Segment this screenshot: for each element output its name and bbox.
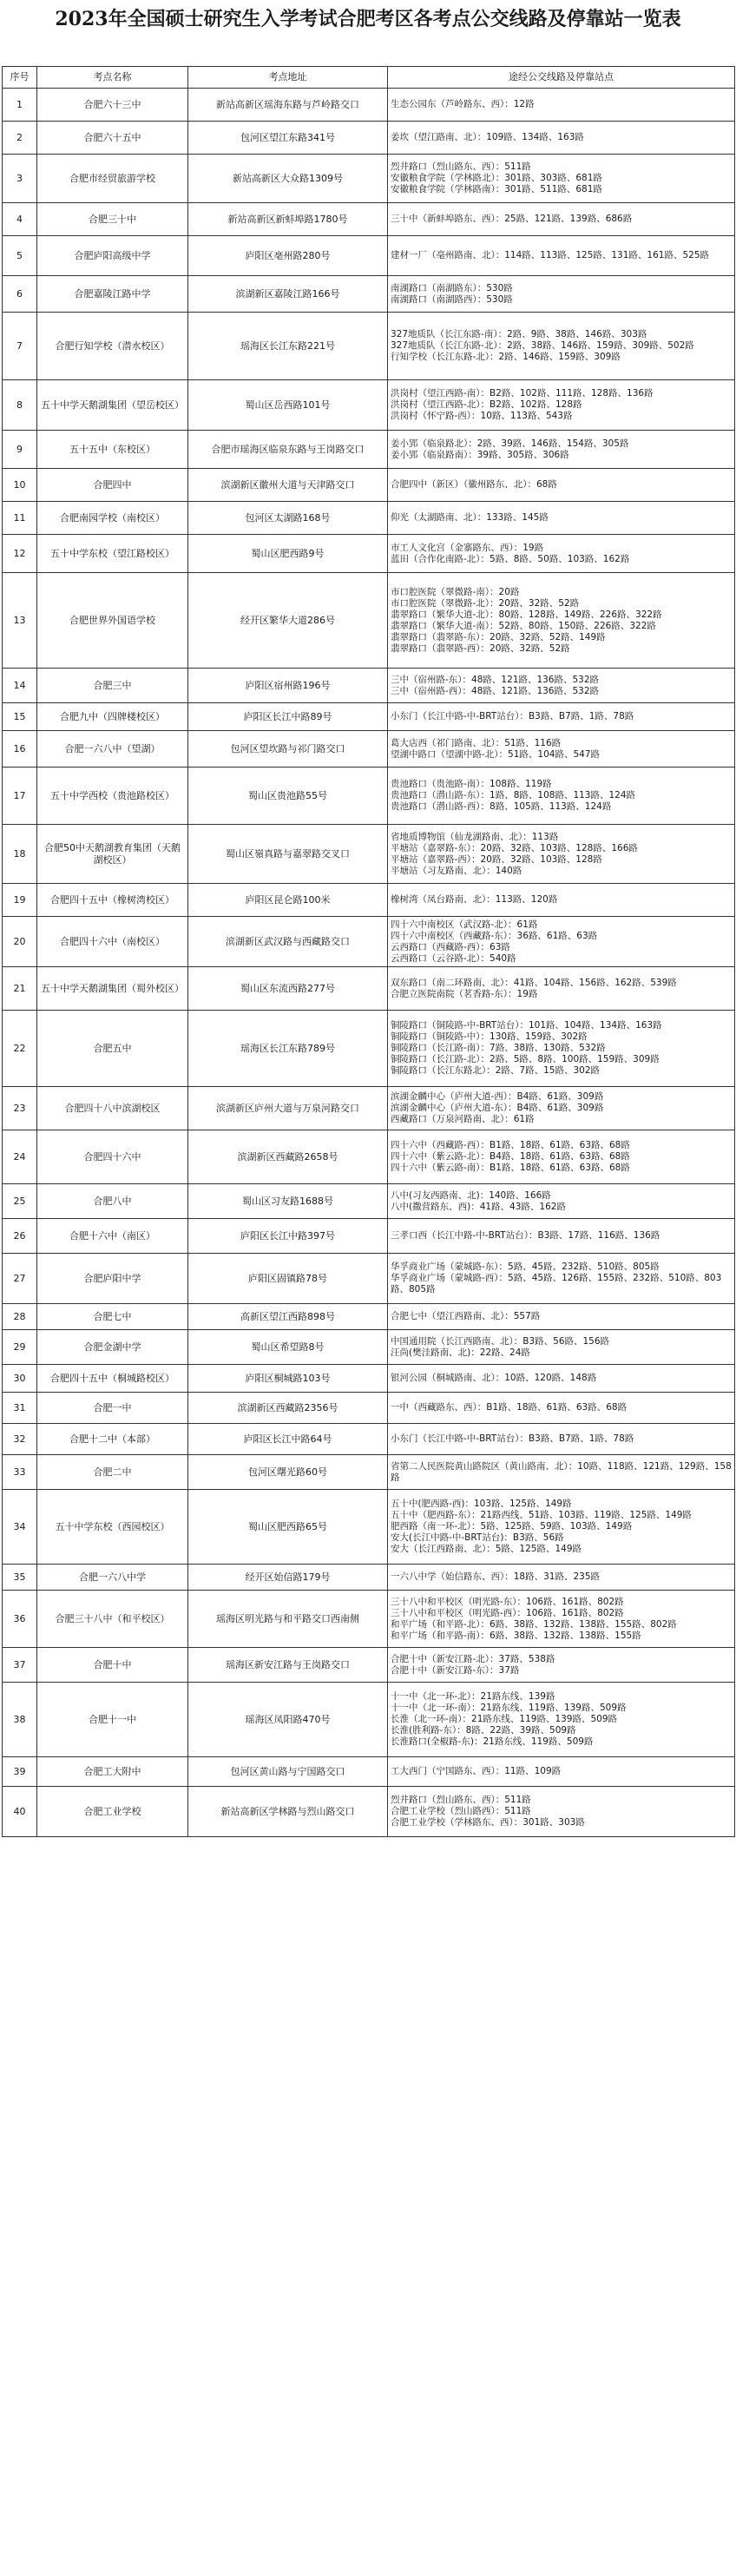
bus-routes-cell	[388, 1365, 735, 1393]
exam-site-address: 庐阳区亳州路280号	[188, 236, 388, 276]
exam-site-address: 新站高新区瑶海东路与芦岭路交口	[188, 89, 388, 122]
exam-site-name: 合肥世界外国语学校	[37, 573, 188, 669]
bus-stop-route: 中国通用院（长江西路南、北）：B3路、56路、156路	[391, 1335, 610, 1347]
row-number: 37	[3, 1648, 37, 1683]
bus-stop-route: 铜陵路口（长江东路北）：2路、7路、15路、302路	[391, 1065, 601, 1076]
exam-site-address: 庐阳区昆仑路100米	[188, 884, 388, 917]
table-row	[3, 1254, 735, 1304]
exam-site-address: 庐阳区宿州路196号	[188, 669, 388, 703]
row-number: 21	[3, 967, 37, 1011]
bus-routes-cell	[388, 825, 735, 884]
bus-stop-route: 小东门（长江中路-中-BRT站台）：B3路、B7路、1路、78路	[391, 1433, 634, 1444]
table-row	[3, 1490, 735, 1565]
exam-site-address: 庐阳区长江中路64号	[188, 1424, 388, 1455]
row-number: 33	[3, 1455, 37, 1490]
row-number: 27	[3, 1254, 37, 1304]
row-number: 13	[3, 573, 37, 669]
table-row	[3, 731, 735, 768]
row-number: 36	[3, 1591, 37, 1648]
bus-stop-route: 蓝田（合作化南路-北）：5路、8路、50路、103路、162路	[391, 553, 630, 564]
bus-route-table	[2, 66, 735, 1837]
exam-site-name: 五十中学东校（西园校区）	[37, 1490, 188, 1565]
row-number: 14	[3, 669, 37, 703]
bus-routes-cell	[388, 1787, 735, 1837]
exam-site-address: 瑶海区明光路与和平路交口西南侧	[188, 1591, 388, 1648]
bus-routes-cell	[388, 1011, 735, 1087]
table-row	[3, 431, 735, 469]
row-number: 24	[3, 1130, 37, 1184]
table-row	[3, 1330, 735, 1365]
bus-stop-route: 贵池路口（潜山路-东）：1路、8路、108路、113路、124路	[391, 790, 636, 800]
row-number: 11	[3, 502, 37, 535]
exam-site-name: 合肥南园学校（南校区）	[37, 502, 188, 535]
bus-stop-route: 市口腔医院（翠微路-北）：20路、32路、52路	[391, 597, 580, 609]
bus-stop-route: 十一中（北一环-南）：21路东线、119路、139路、509路	[391, 1703, 627, 1713]
bus-stop-route: 烈井路口（烈山路东、西）：511路	[391, 1795, 531, 1805]
header-no: 序号	[3, 67, 37, 89]
row-number: 12	[3, 535, 37, 573]
bus-routes-cell	[388, 155, 735, 203]
exam-site-name: 合肥六十三中	[37, 89, 188, 122]
exam-site-name: 合肥工大附中	[37, 1757, 188, 1787]
bus-stop-route: 三中（宿州路-东）：48路、121路、136路、532路	[391, 674, 600, 685]
bus-stop-route: 一六八中学（始信路东、西）：18路、31路、235路	[391, 1571, 601, 1582]
bus-routes-cell	[388, 1184, 735, 1219]
bus-routes-cell	[388, 1424, 735, 1455]
row-number: 30	[3, 1365, 37, 1393]
bus-routes-cell	[388, 1330, 735, 1365]
table-row	[3, 1304, 735, 1330]
table-row	[3, 1648, 735, 1683]
exam-site-name: 合肥四十五中（桐城路校区）	[37, 1365, 188, 1393]
exam-site-name: 合肥行知学校（潜水校区）	[37, 313, 188, 380]
bus-stop-route: 仰光（太湖路南、北）：133路、145路	[391, 512, 549, 523]
table-row	[3, 1087, 735, 1130]
table-row	[3, 573, 735, 669]
exam-site-address: 蜀山区嶺真路与嘉翠路交叉口	[188, 825, 388, 884]
exam-site-address: 滨湖新区嘉陵江路166号	[188, 276, 388, 313]
bus-stop-route: 平塘站（习友路南、北）：140路	[391, 865, 522, 876]
table-row	[3, 1184, 735, 1219]
bus-stop-route: 滨湖金麟中心（庐州大道-东）：B4路、61路、309路	[391, 1103, 604, 1113]
exam-site-address: 瑶海区凤阳路470号	[188, 1683, 388, 1757]
exam-site-address: 蜀山区希望路8号	[188, 1330, 388, 1365]
table-row	[3, 1219, 735, 1254]
bus-routes-cell	[388, 703, 735, 731]
bus-stop-route: 省地质博物馆（仙龙湖路南、北）：113路	[391, 831, 559, 842]
exam-site-name: 合肥三中	[37, 669, 188, 703]
row-number: 6	[3, 276, 37, 313]
exam-site-address: 包河区黄山路与宁国路交口	[188, 1757, 388, 1787]
bus-stop-route: 姜小郢（临泉路北）：2路、39路、146路、154路、305路	[391, 438, 629, 449]
bus-stop-route: 三十中（新蚌埠路东、西）：25路、121路、139路、686路	[391, 214, 633, 224]
exam-site-address: 滨湖新区徽州大道与天津路交口	[188, 469, 388, 502]
exam-site-name: 合肥六十五中	[37, 122, 188, 155]
table-row	[3, 1365, 735, 1393]
row-number: 1	[3, 89, 37, 122]
table-row	[3, 1424, 735, 1455]
bus-stop-route: 洪岗村（望江西路-南）：B2路、102路、111路、128路、136路	[391, 388, 654, 399]
bus-stop-route: 铜陵路口（长江路-南）：7路、38路、130路、532路	[391, 1043, 606, 1053]
bus-routes-cell	[388, 1648, 735, 1683]
bus-stop-route: 铜陵路口（铜陵路-中）：130路、159路、302路	[391, 1031, 588, 1042]
exam-site-address: 经开区繁华大道286号	[188, 573, 388, 669]
header-bus-routes: 途经公交线路及停靠站点	[388, 67, 735, 89]
bus-routes-cell	[388, 768, 735, 825]
row-number: 34	[3, 1490, 37, 1565]
table-row	[3, 89, 735, 122]
bus-stop-route: 四十六中南校区（武汉路-北）：61路	[391, 919, 538, 930]
bus-stop-route: 安徽粮食学院（学林路北）：301路、303路、681路	[391, 173, 602, 183]
exam-site-name: 合肥四十六中	[37, 1130, 188, 1184]
table-row	[3, 967, 735, 1011]
exam-site-address: 蜀山区习友路1688号	[188, 1184, 388, 1219]
bus-routes-cell	[388, 535, 735, 573]
table-header-row	[3, 67, 735, 89]
table-row	[3, 1683, 735, 1757]
bus-stop-route: 华孚商业广场（蒙城路-西）：5路、45路、126路、155路、232路、510路、803路、805路	[391, 1273, 722, 1295]
exam-site-name: 合肥四十八中滨湖校区	[37, 1087, 188, 1130]
bus-stop-route: 橡树湾（凤台路南、北）：113路、120路	[391, 894, 558, 905]
header-site-name: 考点名称	[37, 67, 188, 89]
exam-site-name: 合肥十六中（南区）	[37, 1219, 188, 1254]
bus-stop-route: 洪岗村（望江西路-北）：B2路、102路、128路	[391, 399, 582, 410]
bus-routes-cell	[388, 276, 735, 313]
bus-routes-cell	[388, 669, 735, 703]
bus-stop-route: 翡翠路口（翡翠路-西）：20路、32路、52路	[391, 642, 570, 654]
bus-stop-route: 三十八中和平校区（明光路-东）：106路、161路、802路	[391, 1596, 624, 1607]
bus-stop-route: 行知学校（长江东路-北）：2路、146路、159路、309路	[391, 352, 621, 362]
bus-stop-route: 八中(撒营路东、西)：41路、43路、162路	[391, 1201, 566, 1212]
bus-stop-route: 五十中(肥西路-西)：103路、125路、149路	[391, 1499, 572, 1509]
bus-routes-cell	[388, 122, 735, 155]
bus-stop-route: 合肥十中（新安江路-北）：37路、538路	[391, 1653, 555, 1664]
bus-stop-route: 安徽粮食学院（学林路南）：301路、511路、681路	[391, 184, 602, 194]
exam-site-name: 合肥三十八中（和平校区）	[37, 1591, 188, 1648]
bus-routes-cell	[388, 1254, 735, 1304]
row-number: 8	[3, 380, 37, 431]
table-row	[3, 1393, 735, 1424]
row-number: 28	[3, 1304, 37, 1330]
bus-stop-route: 姜小郢（临泉路南）：39路、305路、306路	[391, 449, 569, 460]
row-number: 9	[3, 431, 37, 469]
table-row	[3, 380, 735, 431]
bus-routes-cell	[388, 469, 735, 502]
bus-stop-route: 三中（宿州路-西）：48路、121路、136路、532路	[391, 685, 600, 696]
exam-site-address: 庐阳区桐城路103号	[188, 1365, 388, 1393]
bus-stop-route: 姜坎（望江路南、北）：109路、134路、163路	[391, 132, 584, 142]
bus-stop-route: 三孝口西（长江中路-中-BRT站台）：B3路、17路、116路、136路	[391, 1230, 660, 1241]
table-row	[3, 884, 735, 917]
bus-stop-route: 市口腔医院（翠微路-南）：20路	[391, 586, 520, 597]
exam-site-name: 合肥市经贸旅游学校	[37, 155, 188, 203]
exam-site-name: 合肥嘉陵江路中学	[37, 276, 188, 313]
bus-stop-route: 贵池路口（贵池路-南）：108路、119路	[391, 779, 552, 789]
exam-site-address: 包河区望江东路341号	[188, 122, 388, 155]
bus-stop-route: 十一中（北一环-北）：21路东线、139路	[391, 1691, 555, 1702]
exam-site-address: 瑶海区长江东路789号	[188, 1011, 388, 1087]
bus-stop-route: 南湖路口（南湖路东）：530路	[391, 282, 513, 293]
row-number: 19	[3, 884, 37, 917]
bus-routes-cell	[388, 1130, 735, 1184]
bus-routes-cell	[388, 917, 735, 967]
bus-stop-route: 双东路口（南二环路南、北）：41路、104路、156路、162路、539路	[391, 977, 677, 988]
row-number: 26	[3, 1219, 37, 1254]
table-row	[3, 1757, 735, 1787]
bus-routes-cell	[388, 1393, 735, 1424]
exam-site-name: 五十中学天鹅湖集团（望岳校区）	[37, 380, 188, 431]
row-number: 7	[3, 313, 37, 380]
bus-stop-route: 肥西路（南一环-北）：5路、125路、59路、103路、149路	[391, 1521, 633, 1532]
bus-stop-route: 安大(长江中路-中-BRT站台)：B3路、56路	[391, 1532, 564, 1543]
row-number: 15	[3, 703, 37, 731]
row-number: 17	[3, 768, 37, 825]
bus-routes-cell	[388, 1087, 735, 1130]
exam-site-name: 合肥一六八中学	[37, 1565, 188, 1591]
bus-routes-cell	[388, 1565, 735, 1591]
row-number: 35	[3, 1565, 37, 1591]
bus-stop-route: 安大（长江西路南、北）：5路、125路、149路	[391, 1544, 582, 1554]
row-number: 3	[3, 155, 37, 203]
bus-stop-route: 三十八中和平校区（明光路-西）：106路、161路、802路	[391, 1607, 624, 1618]
bus-routes-cell	[388, 89, 735, 122]
bus-stop-route: 和平广场（和平路-北）：6路、38路、132路、138路、155路、802路	[391, 1618, 677, 1630]
row-number: 5	[3, 236, 37, 276]
bus-stop-route: 洪岗村（怀宁路-西）：10路、113路、543路	[391, 411, 573, 421]
row-number: 23	[3, 1087, 37, 1130]
exam-site-name: 合肥十二中（本部）	[37, 1424, 188, 1455]
table-row	[3, 203, 735, 236]
exam-site-address: 经开区始信路179号	[188, 1565, 388, 1591]
bus-stop-route: 合肥工业学校（烈山路西）：511路	[391, 1806, 531, 1816]
exam-site-name: 合肥四十六中（南校区）	[37, 917, 188, 967]
row-number: 20	[3, 917, 37, 967]
exam-site-address: 庐阳区长江中路89号	[188, 703, 388, 731]
table-row	[3, 122, 735, 155]
bus-routes-cell	[388, 1591, 735, 1648]
bus-stop-route: 西藏路口（万泉河路南、北）：61路	[391, 1114, 535, 1124]
row-number: 31	[3, 1393, 37, 1424]
exam-site-name: 合肥三十中	[37, 203, 188, 236]
table-row	[3, 469, 735, 502]
exam-site-address: 蜀山区东流西路277号	[188, 967, 388, 1011]
bus-stop-route: 327地质队（长江东路-北）：2路、38路、146路、159路、309路、502路	[391, 340, 694, 351]
bus-routes-cell	[388, 731, 735, 768]
table-row	[3, 502, 735, 535]
table-body	[3, 89, 735, 1837]
bus-stop-route: 工大西门（宁国路东、西）：11路、109路	[391, 1766, 562, 1776]
row-number: 10	[3, 469, 37, 502]
bus-routes-cell	[388, 1757, 735, 1787]
bus-routes-cell	[388, 1455, 735, 1490]
table-row	[3, 917, 735, 967]
bus-stop-route: 望湖中路口（望湖中路-北）：51路、104路、547路	[391, 748, 600, 760]
exam-site-name: 合肥五中	[37, 1011, 188, 1087]
bus-stop-route: 合肥四中（新区）（徽州路东、北）：68路	[391, 479, 557, 490]
exam-site-address: 高新区望江西路898号	[188, 1304, 388, 1330]
bus-routes-cell	[388, 313, 735, 380]
table-row	[3, 1591, 735, 1648]
bus-stop-route: 银河公园（桐城路南、北）：10路、120路、148路	[391, 1373, 597, 1383]
header-site-address: 考点地址	[188, 67, 388, 89]
bus-stop-route: 平塘站（嘉翠路-西）：20路、32路、103路、128路	[391, 853, 602, 865]
exam-site-name: 五十中学西校（贵池路校区）	[37, 768, 188, 825]
bus-stop-route: 省第二人民医院黄山路院区（黄山路南、北）：10路、118路、121路、129路、158路	[391, 1460, 732, 1483]
row-number: 40	[3, 1787, 37, 1837]
exam-site-name: 合肥四十五中（橡树湾校区）	[37, 884, 188, 917]
exam-site-address: 新站高新区新蚌埠路1780号	[188, 203, 388, 236]
row-number: 38	[3, 1683, 37, 1757]
exam-site-name: 合肥一六八中（望湖）	[37, 731, 188, 768]
exam-site-address: 滨湖新区武汉路与西藏路交口	[188, 917, 388, 967]
exam-site-name: 合肥九中（四牌楼校区）	[37, 703, 188, 731]
bus-routes-cell	[388, 967, 735, 1011]
exam-site-name: 合肥工业学校	[37, 1787, 188, 1837]
exam-site-address: 蜀山区贵池路55号	[188, 768, 388, 825]
exam-site-address: 蜀山区肥西路65号	[188, 1490, 388, 1565]
bus-stop-route: 铜陵路口（长江路-北）：2路、5路、8路、100路、159路、309路	[391, 1054, 660, 1064]
exam-site-name: 五十中学东校（望江路校区）	[37, 535, 188, 573]
bus-routes-cell	[388, 431, 735, 469]
row-number: 18	[3, 825, 37, 884]
exam-site-name: 五十中学天鹅湖集团（蜀外校区）	[37, 967, 188, 1011]
exam-site-address: 滨湖新区西藏路2356号	[188, 1393, 388, 1424]
exam-site-address: 蜀山区肥西路9号	[188, 535, 388, 573]
row-number: 22	[3, 1011, 37, 1087]
bus-stop-route: 平塘站（嘉翠路-东）：20路、32路、103路、128路、166路	[391, 842, 638, 853]
exam-site-address: 滨湖新区西藏路2658号	[188, 1130, 388, 1184]
bus-stop-route: 葛大店西（祁门路南、北）：51路、116路	[391, 737, 562, 748]
exam-site-name: 合肥七中	[37, 1304, 188, 1330]
bus-routes-cell	[388, 573, 735, 669]
bus-stop-route: 市工人文化宫（金寨路东、西）：19路	[391, 542, 544, 553]
row-number: 32	[3, 1424, 37, 1455]
exam-site-address: 合肥市瑶海区临泉东路与王岗路交口	[188, 431, 388, 469]
row-number: 25	[3, 1184, 37, 1219]
bus-stop-route: 四十六中（西藏路-西）：B1路、18路、61路、63路、68路	[391, 1140, 630, 1150]
bus-stop-route: 长淮(胜利路-东）：8路、22路、39路、509路	[391, 1725, 576, 1736]
bus-stop-route: 南湖路口（南湖路西）：530路	[391, 293, 513, 305]
bus-stop-route: 合肥七中（望江西路南、北）：557路	[391, 1311, 541, 1321]
bus-stop-route: 四十六中南校区（西藏路-东）：36路、61路、63路	[391, 930, 598, 941]
exam-site-address: 新站高新区学林路与烈山路交口	[188, 1787, 388, 1837]
table-row	[3, 768, 735, 825]
exam-site-name: 合肥庐阳中学	[37, 1254, 188, 1304]
row-number: 29	[3, 1330, 37, 1365]
bus-stop-route: 云西路口（云谷路-北）：540路	[391, 952, 516, 964]
bus-stop-route: 四十六中（紫云路-北）：B4路、18路、61路、63路、68路	[391, 1151, 630, 1162]
bus-stop-route: 翡翠路口（繁华大道-北）：80路、128路、149路、226路、322路	[391, 609, 662, 620]
exam-site-address: 包河区太湖路168号	[188, 502, 388, 535]
table-row	[3, 1130, 735, 1184]
bus-stop-route: 汪尚(樊洼路南、北)：22路、24路	[391, 1347, 530, 1358]
bus-routes-cell	[388, 380, 735, 431]
bus-stop-route: 滨湖金麟中心（庐州大道-西）：B4路、61路、309路	[391, 1091, 604, 1102]
exam-site-address: 庐阳区长江中路397号	[188, 1219, 388, 1254]
bus-routes-cell	[388, 236, 735, 276]
bus-stop-route: 四十六中（紫云路-南）：B1路、18路、61路、63路、68路	[391, 1163, 630, 1173]
bus-stop-route: 翡翠路口（繁华大道-南）：52路、80路、150路、226路、322路	[391, 620, 656, 631]
exam-site-name: 合肥八中	[37, 1184, 188, 1219]
table-row	[3, 1455, 735, 1490]
row-number: 2	[3, 122, 37, 155]
exam-site-address: 庐阳区固镇路78号	[188, 1254, 388, 1304]
table-row	[3, 313, 735, 380]
document-title: 2023年全国硕士研究生入学考试合肥考区各考点公交线路及停靠站一览表	[55, 8, 681, 30]
bus-stop-route: 铜陵路口（铜陵路-中-BRT站台）：101路、104路、134路、163路	[391, 1020, 662, 1031]
table-row	[3, 825, 735, 884]
exam-site-name: 合肥二中	[37, 1455, 188, 1490]
exam-site-address: 瑶海区长江东路221号	[188, 313, 388, 380]
table-row	[3, 276, 735, 313]
table-row	[3, 236, 735, 276]
exam-site-address: 新站高新区大众路1309号	[188, 155, 388, 203]
bus-stop-route: 烈井路口（烈山路东、西）：511路	[391, 161, 531, 172]
bus-routes-cell	[388, 1219, 735, 1254]
bus-routes-cell	[388, 884, 735, 917]
bus-stop-route: 小东门（长江中路-中-BRT站台）：B3路、B7路、1路、78路	[391, 711, 634, 721]
bus-stop-route: 合肥立医院南院（茗香路-东）：19路	[391, 988, 538, 999]
bus-stop-route: 生态公园东（芦岭路东、西）：12路	[391, 99, 535, 109]
bus-stop-route: 和平广场（和平路-南）：6路、38路、132路、138路、155路	[391, 1630, 641, 1641]
exam-site-name: 合肥十一中	[37, 1683, 188, 1757]
exam-site-address: 滨湖新区庐州大道与万泉河路交口	[188, 1087, 388, 1130]
table-row	[3, 1787, 735, 1837]
bus-stop-route: 贵池路口（潜山路-西）：8路、105路、113路、124路	[391, 801, 612, 812]
table-row	[3, 1565, 735, 1591]
bus-stop-route: 华孚商业广场（蒙城路-东）：5路、45路、232路、510路、805路	[391, 1262, 660, 1272]
exam-site-address: 包河区曙光路60号	[188, 1455, 388, 1490]
bus-stop-route: 一中（西藏路东、西）：B1路、18路、61路、63路、68路	[391, 1402, 628, 1413]
bus-stop-route: 合肥工业学校（学林路东、西）：301路、303路	[391, 1817, 585, 1828]
exam-site-name: 合肥金湖中学	[37, 1330, 188, 1365]
table-row	[3, 155, 735, 203]
bus-stop-route: 翡翠路口（翡翠路-东）：20路、32路、52路、149路	[391, 631, 606, 642]
bus-routes-cell	[388, 1683, 735, 1757]
exam-site-address: 瑶海区新安江路与王岗路交口	[188, 1648, 388, 1683]
exam-site-name: 合肥50中天鹅湖教育集团（天鹅湖校区）	[37, 825, 188, 884]
bus-routes-cell	[388, 502, 735, 535]
exam-site-name: 合肥四中	[37, 469, 188, 502]
table-row	[3, 669, 735, 703]
exam-site-address: 包河区望坎路与祁门路交口	[188, 731, 388, 768]
exam-site-name: 合肥庐阳高级中学	[37, 236, 188, 276]
bus-stop-route: 八中(习友西路南、北)：140路、166路	[391, 1189, 551, 1201]
bus-routes-cell	[388, 1490, 735, 1565]
row-number: 16	[3, 731, 37, 768]
bus-stop-route: 建材一厂（亳州路南、北）：114路、113路、125路、131路、161路、525路	[391, 250, 709, 260]
table-row	[3, 1011, 735, 1087]
row-number: 39	[3, 1757, 37, 1787]
exam-site-address: 蜀山区岳西路101号	[188, 380, 388, 431]
exam-site-name: 合肥十中	[37, 1648, 188, 1683]
exam-site-name: 合肥一中	[37, 1393, 188, 1424]
exam-site-name: 五十五中（东校区）	[37, 431, 188, 469]
bus-stop-route: 长淮路口(全椒路-东)：21路东线、119路、509路	[391, 1736, 594, 1747]
table-row	[3, 535, 735, 573]
bus-stop-route: 合肥十中（新安江路-东）：37路	[391, 1664, 520, 1676]
bus-stop-route: 长淮（北一环-南）：21路东线、119路、139路、509路	[391, 1714, 618, 1724]
row-number: 4	[3, 203, 37, 236]
bus-stop-route: 327地质队（长江东路-南）：2路、9路、38路、146路、303路	[391, 329, 647, 339]
bus-routes-cell	[388, 203, 735, 236]
bus-stop-route: 云西路口（西藏路-西）：63路	[391, 941, 510, 952]
table-row	[3, 703, 735, 731]
bus-routes-cell	[388, 1304, 735, 1330]
bus-stop-route: 五十中（肥西路-东）：21路西线、51路、103路、119路、125路、149路	[391, 1510, 692, 1520]
